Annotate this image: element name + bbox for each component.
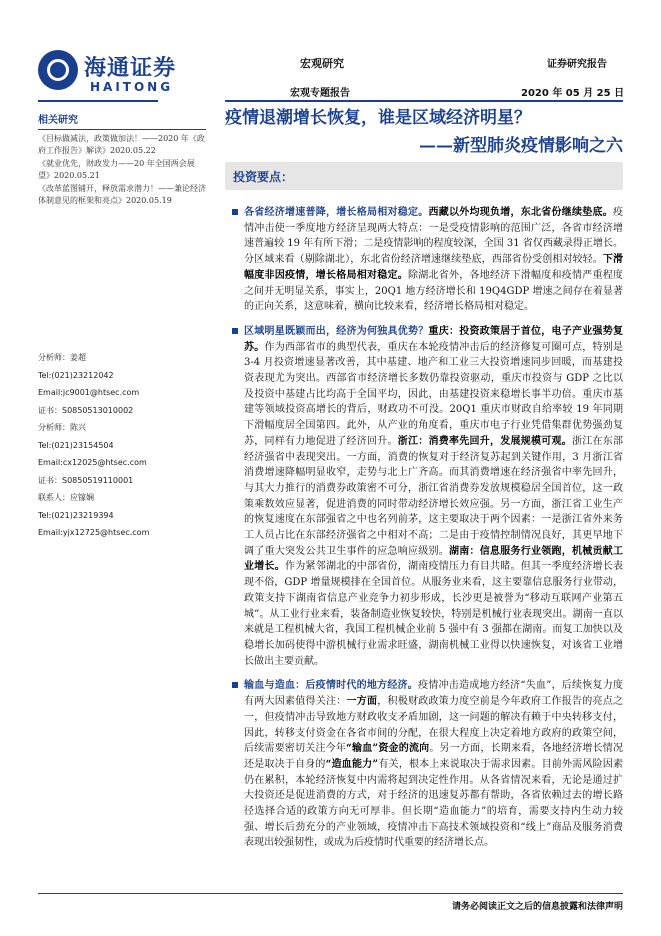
key-points-banner [225, 162, 623, 190]
emphasis-text: 各省经济增速普降，增长格局相对稳定。 [244, 207, 429, 218]
emphasis-text: 区域明星既颖而出，经济为何独具优势？ [244, 325, 429, 337]
contact-line: 分析师：陈兴 [38, 423, 86, 432]
contact-line: Tel:(021)23154504 [38, 440, 114, 450]
related-item[interactable]: 《改革蓝图铺开，释放需求潜力！——兼论经济体制意见的框架和亮点》2020.05.19 [38, 184, 206, 205]
header-divider-left [38, 100, 158, 102]
emphasis-text: 输血与造血：后疫情时代的地方经济。 [244, 680, 419, 692]
report-date: 2020 年 05 月 25 日 [521, 88, 625, 99]
emphasis-text: “造血能力” [325, 758, 379, 770]
body-text: 疫情冲击使一季度地方经济呈现两大特点：一是受疫情影响的范围广泛，各省市经济增速普遍较 19 年有所下滑；二是疫情影响的程度较深，全国 31 省仅西藏录得正增长。分区域来看（剔除湖北），东北省份经济增速继续垫底，西部省份受创相对较轻。 [244, 207, 623, 266]
report-title: 疫情退潮增长恢复，谁是区域经济明星？ [225, 108, 531, 128]
report-subtitle: ——新型肺炎疫情影响之六 [419, 136, 623, 156]
emphasis-text: 浙江：消费率先回升，发展规模可观。 [397, 435, 572, 447]
emphasis-text: 西藏以外均现负增，东北省份继续垫底。 [428, 207, 613, 218]
body-text: 浙江在东部经济强省中表现突出。一方面，消费的恢复对于经济复苏起到关键作用，3 月浙江省消费增速降幅明显收窄，走势与北上广齐高。而其消费增速在经济强省中率先回升，与其大力推行的消费券政策密不可分，浙江省消费券发放规模稳居全国首位，这一政策乘数效应显著，促进消费的同时带动经济增长效应强。另一方面，浙江省工业生产的恢复速度在东部强省之中也名列前茅，这主要取决于两个因素：一是浙江省外来务工人员占比在东部经济强省之中相对不高；二是由于疫情控制情况良好，其更早地下调了重大突发公共卫生事件的应急响应级别。 [244, 435, 623, 557]
body-paragraph [232, 205, 623, 315]
emphasis-text: 湖南：信息服务行业领跑，机械贡献工业增长。 [244, 545, 623, 573]
haitong-logo [38, 50, 188, 98]
report-body [232, 205, 623, 851]
contact-line: 证书：S0850513010002 [38, 405, 134, 415]
body-text: 作为西部省市的典型代表，重庆在本轮疫情冲击后的经济修复可圈可点，特别是 3-4 月投资增速显著改善，其中基建、地产和工业三大投资增速同步回暖，而基建投资表现尤为突出。西部省市经济增长多数仍靠投资驱动，重庆市投资与 GDP 之比以及投资中基建占比均高于全国平均，因此，由基建投资来稳增长事半功倍。重庆市基建等领域投资高增长的背后，财政功不可没。20Q1 重庆市财政自给率较 19 年同期下滑幅度居全国第四。此外，从产业的角度看，重庆市电子行业凭借集群优势强劲复苏，同样有力地促进了经济回升。 [244, 341, 623, 447]
emphasis-text: “输血”资金的流向 [346, 743, 430, 755]
emphasis-text: 下滑幅度非因疫情，增长格局相对稳定。 [244, 254, 624, 281]
logo-english-name: HAITONG [90, 80, 174, 94]
related-research-title: 相关研究 [38, 115, 206, 130]
body-text: ，积极财政政策力度空前是今年政府工作报告的亮点之一，但疫情冲击导致地方财政收支矛盾加剧，这一问题的解决有赖于中央转移支付，因此，转移支付资金在各省市间的分配，在很大程度上决定着地方政府的政策空间，后续需要密切关注今年 [244, 696, 623, 755]
footer-divider [38, 893, 623, 894]
body-text: 除湖北省外，各地经济下滑幅度和疫情严重程度之间并无明显关系，事实上，20Q1 地方经济增长和 19Q4GDP 增速之间存在着显著的正向关系，这意味着，横向比较来看，经济增长格局相对稳定。 [244, 269, 623, 313]
logo-emblem [38, 50, 78, 90]
contact-line[interactable]: Email:jc9001@htsec.com [38, 388, 140, 397]
bullet-square-icon [232, 209, 238, 215]
bullet-square-icon [232, 328, 238, 334]
contact-line: 证书：S0850519110001 [38, 475, 134, 485]
emphasis-text: 一方面 [346, 696, 378, 708]
sidebar [38, 115, 206, 208]
body-paragraph [232, 678, 623, 851]
contact-line[interactable]: Email:yjx12725@htsec.com [38, 528, 150, 537]
contact-line: 分析师：姜超 [38, 353, 86, 362]
related-item[interactable]: 《目标做减法，政策做加法！——2020 年《政府工作报告》解读》2020.05.22 [38, 134, 205, 155]
report-type: 证券研究报告 [547, 59, 607, 70]
body-paragraph [232, 324, 623, 669]
report-subcategory: 宏观专题报告 [290, 88, 350, 99]
body-text: 。另一方面，长期来看，各地经济增长情况还是取决于自身的 [244, 743, 624, 770]
contact-line: Tel:(021)23219394 [38, 510, 114, 520]
bullet-square-icon [232, 682, 238, 688]
contact-line: Tel:(021)23212042 [38, 370, 114, 380]
body-text: 有关，根本上来说取决于需求因素。目前外需风险因素仍在累积，本轮经济恢复中内需将起到决定性作用。从各省情况来看，无论是通过扩大投资还是促进消费的方式，对于经济的迅速复苏都有帮助，各省依赖过去的增长路径选择合适的政策方向无可厚非。但长期“造血能力”的培育，需要支持内生动力较强、增长后劲充分的产业领域，疫情冲击下高技术领域投资和“线上”商品及服务消费表现出较强韧性，或成为后疫情时代重要的经济增长点。 [244, 758, 623, 849]
header-divider-right [225, 100, 623, 102]
body-text: 作为紧邻湖北的中部省份，湖南疫情压力有目共睹。但其一季度经济增长表现不俗，GDP 增量规模排在全国首位。从服务业来看，这主要靠信息服务行业带动，政策支持下湖南省信息产业竞争力初步形成，长沙更是被誉为“移动互联网产业第五城”。从工业行业来看，装备制造业恢复较快，特别是机械行业表现突出。湖南一直以来就是工程机械大省，我国工程机械企业前 5 强中有 3 强都在湖南。而复工加快以及稳增长加码使得中游机械行业需求旺盛，湖南机械工业得以快速恢复，对该省工业增长做出主要贡献。 [244, 561, 623, 667]
report-category: 宏观研究 [300, 57, 344, 70]
logo-chinese-name: 海通证券 [84, 55, 177, 81]
body-text: 疫情冲击造成地方经济“失血”，后续恢复力度有两大因素值得关注： [244, 680, 623, 708]
contact-line: 联系人：应镓娴 [38, 493, 94, 502]
disclaimer-footer: 请务必阅读正文之后的信息披露和法律声明 [451, 902, 623, 912]
analyst-contacts [38, 349, 206, 542]
key-points-label: 投资要点： [233, 170, 294, 184]
contact-line[interactable]: Email:cx12025@htsec.com [38, 458, 147, 467]
related-item[interactable]: 《就业优先，财政发力——20 年全国两会展望》2020.05.21 [38, 159, 195, 180]
emphasis-text: 重庆：投资政策居于首位，电子产业强势复苏。 [244, 325, 623, 353]
